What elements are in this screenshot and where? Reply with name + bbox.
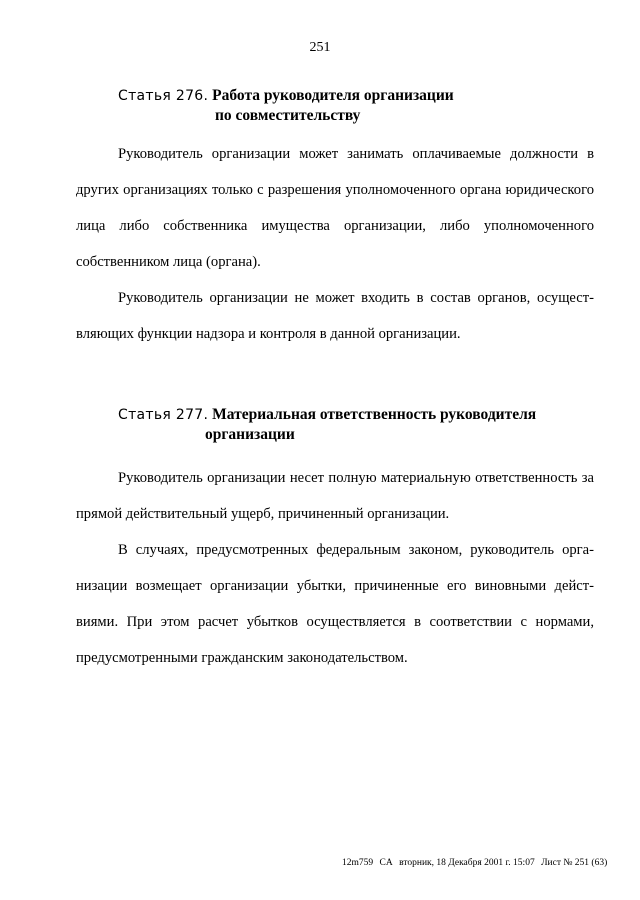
article-276-title-line2: по совместительству [215, 107, 361, 124]
article-277-title-line2: организации [205, 426, 295, 443]
article-277-title-line1: Материальная ответственность руководителя [212, 406, 537, 423]
article-276-paragraph-2: Руководитель организации не может входить в состав органов, осуществляющих функции надзора и контроля в данной организации. [76, 290, 594, 342]
article-276-paragraph-1: Руководитель организации может занимать оплачиваемые должности в других организациях только с разрешения уполномоченного органа юридического лица либо собственника имущества организации, либо уполномоченного собственником лица (органа). [76, 146, 594, 270]
article-277-paragraph-2: В случаях, предусмотренных федеральным законом, руководитель организации возмещает организации убытки, причиненные его виновными действиями. При этом расчет убытков осуществляется в соответствии с нормами, предусмотренными гражданским законодательством. [76, 542, 594, 666]
article-277-heading [118, 405, 536, 445]
article-276-heading [118, 86, 454, 126]
article-277-number: Статья 277. [118, 407, 209, 423]
article-276-title-line1: Работа руководителя организации [212, 87, 454, 104]
article-277-paragraph-1: Руководитель организации несет полную материальную ответственность за прямой действительный ущерб, причиненный организации. [76, 470, 594, 522]
footer-doc-id: 12m759 [342, 858, 374, 868]
footer-datetime: вторник, 18 Декабря 2001 г. 15:07 [399, 858, 535, 868]
article-276-number: Статья 276. [118, 88, 209, 104]
page-number: 251 [309, 40, 331, 55]
footer-author: CA [379, 858, 393, 868]
page-footer [342, 858, 611, 868]
footer-sheet: Лист № 251 (63) [541, 858, 608, 868]
